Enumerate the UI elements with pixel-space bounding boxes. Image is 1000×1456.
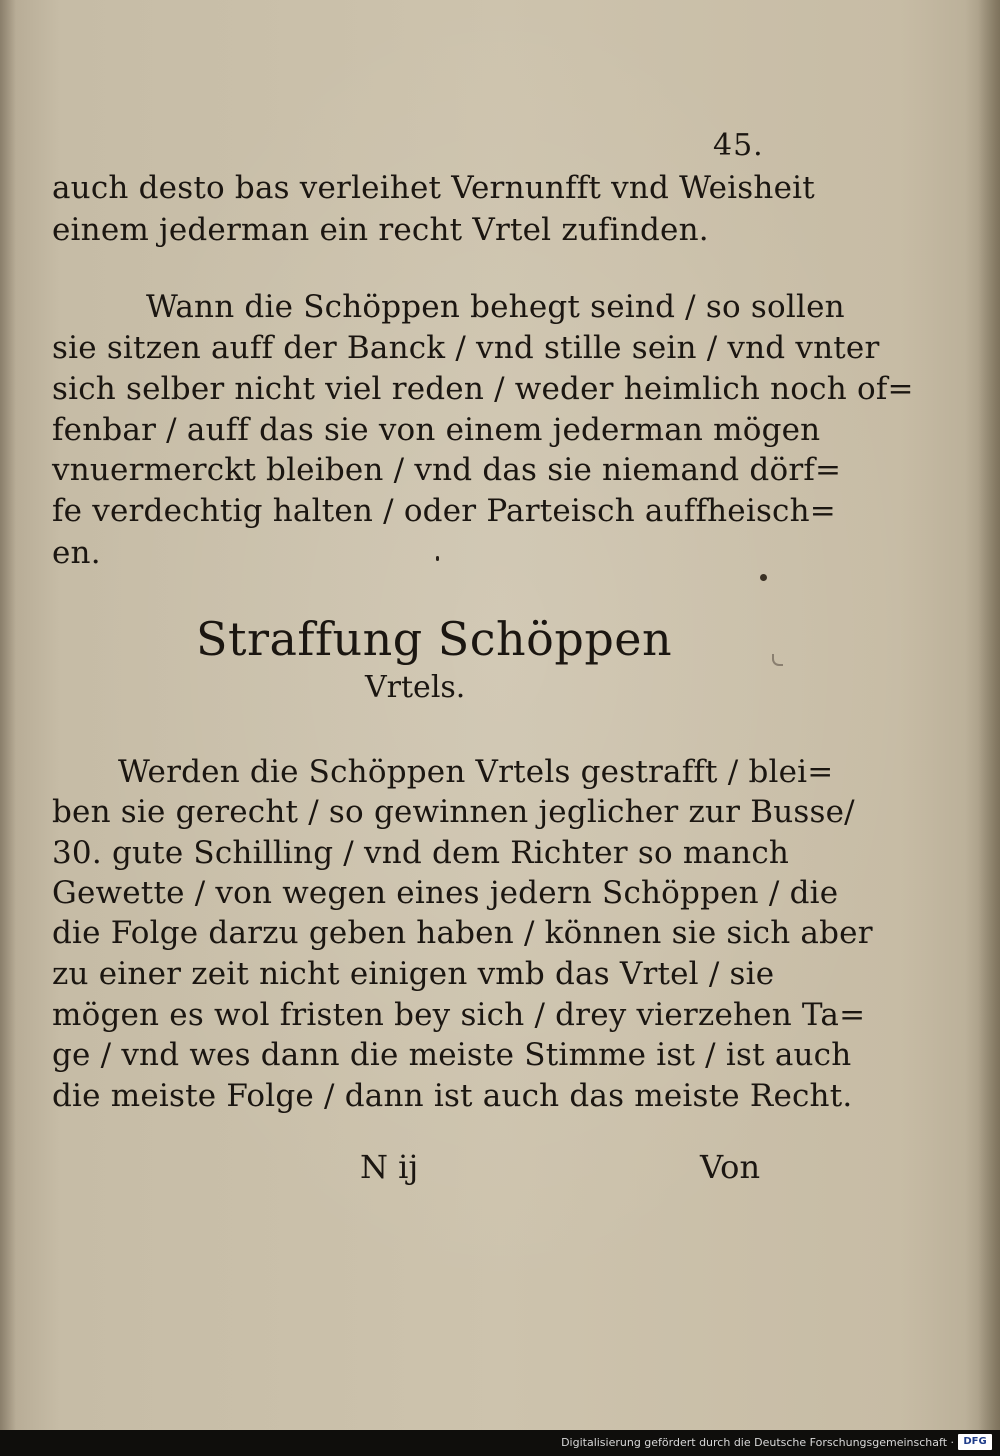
text-line: einem jederman ein recht Vrtel zufinden. [52,212,709,248]
text-line: die meiste Folge / dann ist auch das meiste Recht. [52,1078,853,1114]
text-line: sich selber nicht viel reden / weder heimlich noch of= [52,371,914,407]
text-line: Werden die Schöppen Vrtels gestrafft / blei= [118,754,834,790]
text-line: mögen es wol fristen bey sich / drey vierzehen Ta= [52,997,866,1033]
signature-mark: N ij [360,1148,419,1186]
margin-mark [772,654,783,666]
footer-credit: Digitalisierung gefördert durch die Deutsche Forschungsgemeinschaft · [561,1436,954,1449]
text-line: die Folge darzu geben haben / können sie sich aber [52,915,873,951]
text-line: Gewette / von wegen eines jedern Schöppen / die [52,875,839,911]
page-number: 45. [713,128,764,163]
text-line: en. [52,535,101,571]
section-subheading: Vrtels. [365,670,466,705]
text-line: Wann die Schöppen behegt seind / so sollen [146,289,845,325]
section-heading: Straffung Schöppen [196,612,673,666]
text-line: ge / vnd wes dann die meiste Stimme ist / ist auch [52,1037,852,1073]
text-line: fenbar / auff das sie von einem jederman mögen [52,412,821,448]
text-line: fe verdechtig halten / oder Parteisch auffheisch= [52,493,836,529]
ink-blot [760,574,767,581]
text-line: zu einer zeit nicht einigen vmb das Vrtel / sie [52,956,775,992]
ink-speck [436,556,439,561]
text-line: 30. gute Schilling / vnd dem Richter so manch [52,835,790,871]
catch-word: Von [700,1148,761,1186]
text-line: auch desto bas verleihet Vernunfft vnd Weisheit [52,170,815,206]
text-line: vnuermerckt bleiben / vnd das sie niemand dörf= [52,452,842,488]
text-line: sie sitzen auff der Banck / vnd stille sein / vnd vnter [52,330,880,366]
page-edge-shadow [965,0,1000,1430]
dfg-logo: DFG [958,1434,992,1450]
text-line: ben sie gerecht / so gewinnen jeglicher zur Busse/ [52,794,855,830]
